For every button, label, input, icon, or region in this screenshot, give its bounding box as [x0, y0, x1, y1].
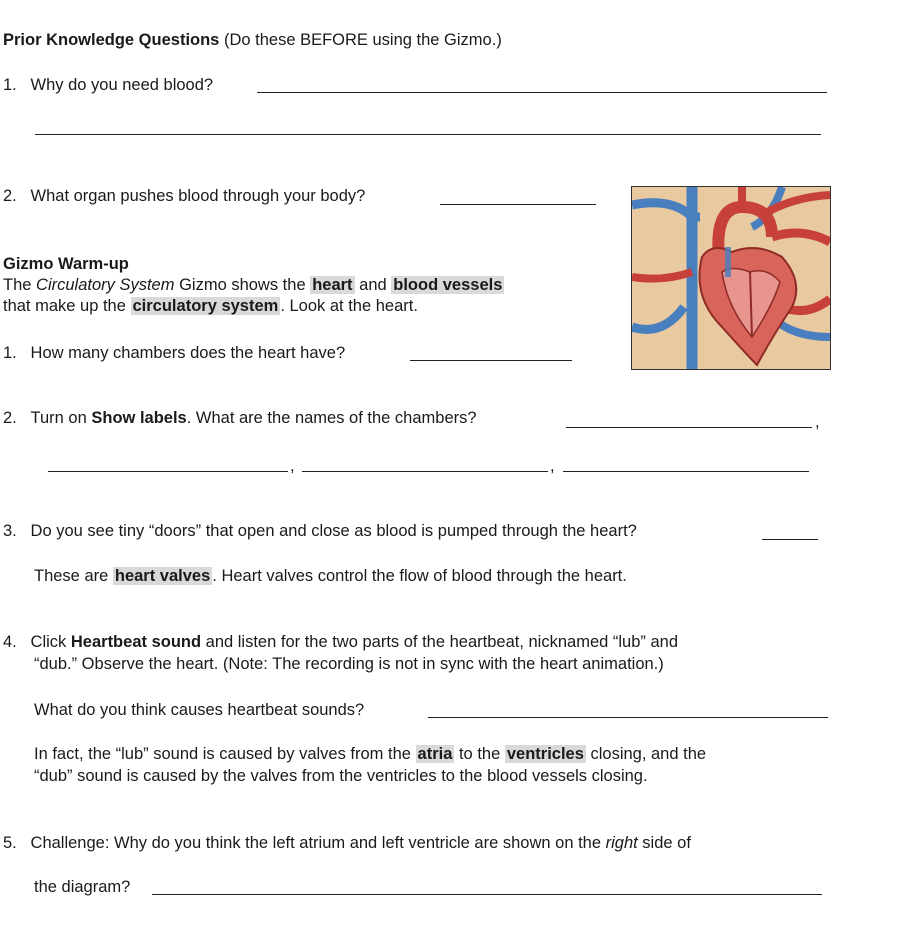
- warmup-q2: [3, 408, 477, 428]
- q-number: 1.: [3, 76, 17, 94]
- answer-line[interactable]: [48, 471, 288, 472]
- fact-text: to the: [454, 745, 505, 763]
- q-text: Turn on: [30, 409, 92, 427]
- q-number: 2.: [3, 409, 17, 427]
- prior-note: (Do these BEFORE using the Gizmo.): [219, 31, 502, 49]
- answer-line[interactable]: [428, 717, 828, 718]
- intro-text: that make up the: [3, 297, 131, 315]
- q4-line2: “dub.” Observe the heart. (Note: The recording is not in sync with the heart animation.): [34, 655, 664, 673]
- term-atria: atria: [417, 745, 453, 763]
- note-text: . Heart valves control the flow of blood through the heart.: [212, 567, 627, 585]
- q-text: Challenge: Why do you think the left atrium and left ventricle are shown on the: [30, 834, 606, 852]
- q-text: and listen for the two parts of the heartbeat, nicknamed “lub” and: [201, 633, 679, 651]
- q-number: 5.: [3, 834, 17, 852]
- answer-line[interactable]: [566, 427, 812, 428]
- warmup-q5: [3, 833, 691, 853]
- q-number: 1.: [3, 344, 17, 362]
- prior-q2: [3, 186, 365, 206]
- separator: ,: [290, 457, 295, 475]
- q-number: 3.: [3, 522, 17, 540]
- heart-figure: [631, 186, 831, 370]
- answer-line[interactable]: [35, 134, 821, 135]
- answer-line[interactable]: [563, 471, 809, 472]
- term-heart-valves: heart valves: [114, 567, 211, 585]
- prior-q1: [3, 75, 213, 95]
- answer-line[interactable]: [152, 894, 822, 895]
- term-heart: heart: [312, 276, 353, 294]
- right-word: right: [605, 834, 638, 852]
- q-text: Click: [30, 633, 71, 651]
- prior-heading: Prior Knowledge Questions: [3, 31, 220, 49]
- heartbeat-sound-term: Heartbeat sound: [70, 633, 202, 651]
- intro-text: . Look at the heart.: [280, 297, 418, 315]
- term-ventricles: ventricles: [506, 745, 584, 763]
- warmup-q1: [3, 343, 345, 363]
- q5-line2: the diagram?: [34, 878, 131, 896]
- warmup-q3: [3, 521, 637, 541]
- q4-question: What do you think causes heartbeat sounds?: [34, 701, 365, 719]
- answer-line[interactable]: [302, 471, 548, 472]
- intro-text: and: [354, 276, 392, 294]
- show-labels-term: Show labels: [91, 409, 187, 427]
- q-text: . What are the names of the chambers?: [186, 409, 477, 427]
- fact-text: In fact, the “lub” sound is caused by valves from the: [34, 745, 416, 763]
- separator: ,: [550, 457, 555, 475]
- term-blood-vessels: blood vessels: [393, 276, 503, 294]
- q-text: How many chambers does the heart have?: [30, 344, 346, 362]
- warmup-q4: [3, 632, 678, 652]
- heart-illustration-icon: [632, 187, 830, 369]
- note-text: These are: [34, 567, 113, 585]
- intro-text: Gizmo shows the: [174, 276, 311, 294]
- answer-line[interactable]: [410, 360, 572, 361]
- intro-text: The: [3, 276, 37, 294]
- fact-text: closing, and the: [585, 745, 707, 763]
- answer-line[interactable]: [257, 92, 827, 93]
- warmup-intro-line2: [3, 296, 418, 316]
- prior-knowledge-title: [3, 30, 502, 50]
- q-text: side of: [637, 834, 691, 852]
- q-text: What organ pushes blood through your body?: [30, 187, 366, 205]
- q-text: Why do you need blood?: [30, 76, 214, 94]
- warmup-heading: Gizmo Warm-up: [3, 255, 129, 273]
- valves-note: [34, 566, 627, 586]
- term-circulatory-system: circulatory system: [132, 297, 279, 315]
- warmup-intro-line1: [3, 275, 504, 295]
- q-number: 4.: [3, 633, 17, 651]
- answer-line[interactable]: [440, 204, 596, 205]
- answer-line[interactable]: [762, 539, 818, 540]
- q-text: Do you see tiny “doors” that open and close as blood is pumped through the heart?: [30, 522, 637, 540]
- gizmo-name: Circulatory System: [36, 276, 175, 294]
- q-number: 2.: [3, 187, 17, 205]
- q4-fact-line1: [34, 744, 706, 764]
- separator: ,: [815, 413, 820, 431]
- q4-fact-line2: “dub” sound is caused by the valves from the ventricles to the blood vessels closing.: [34, 767, 648, 785]
